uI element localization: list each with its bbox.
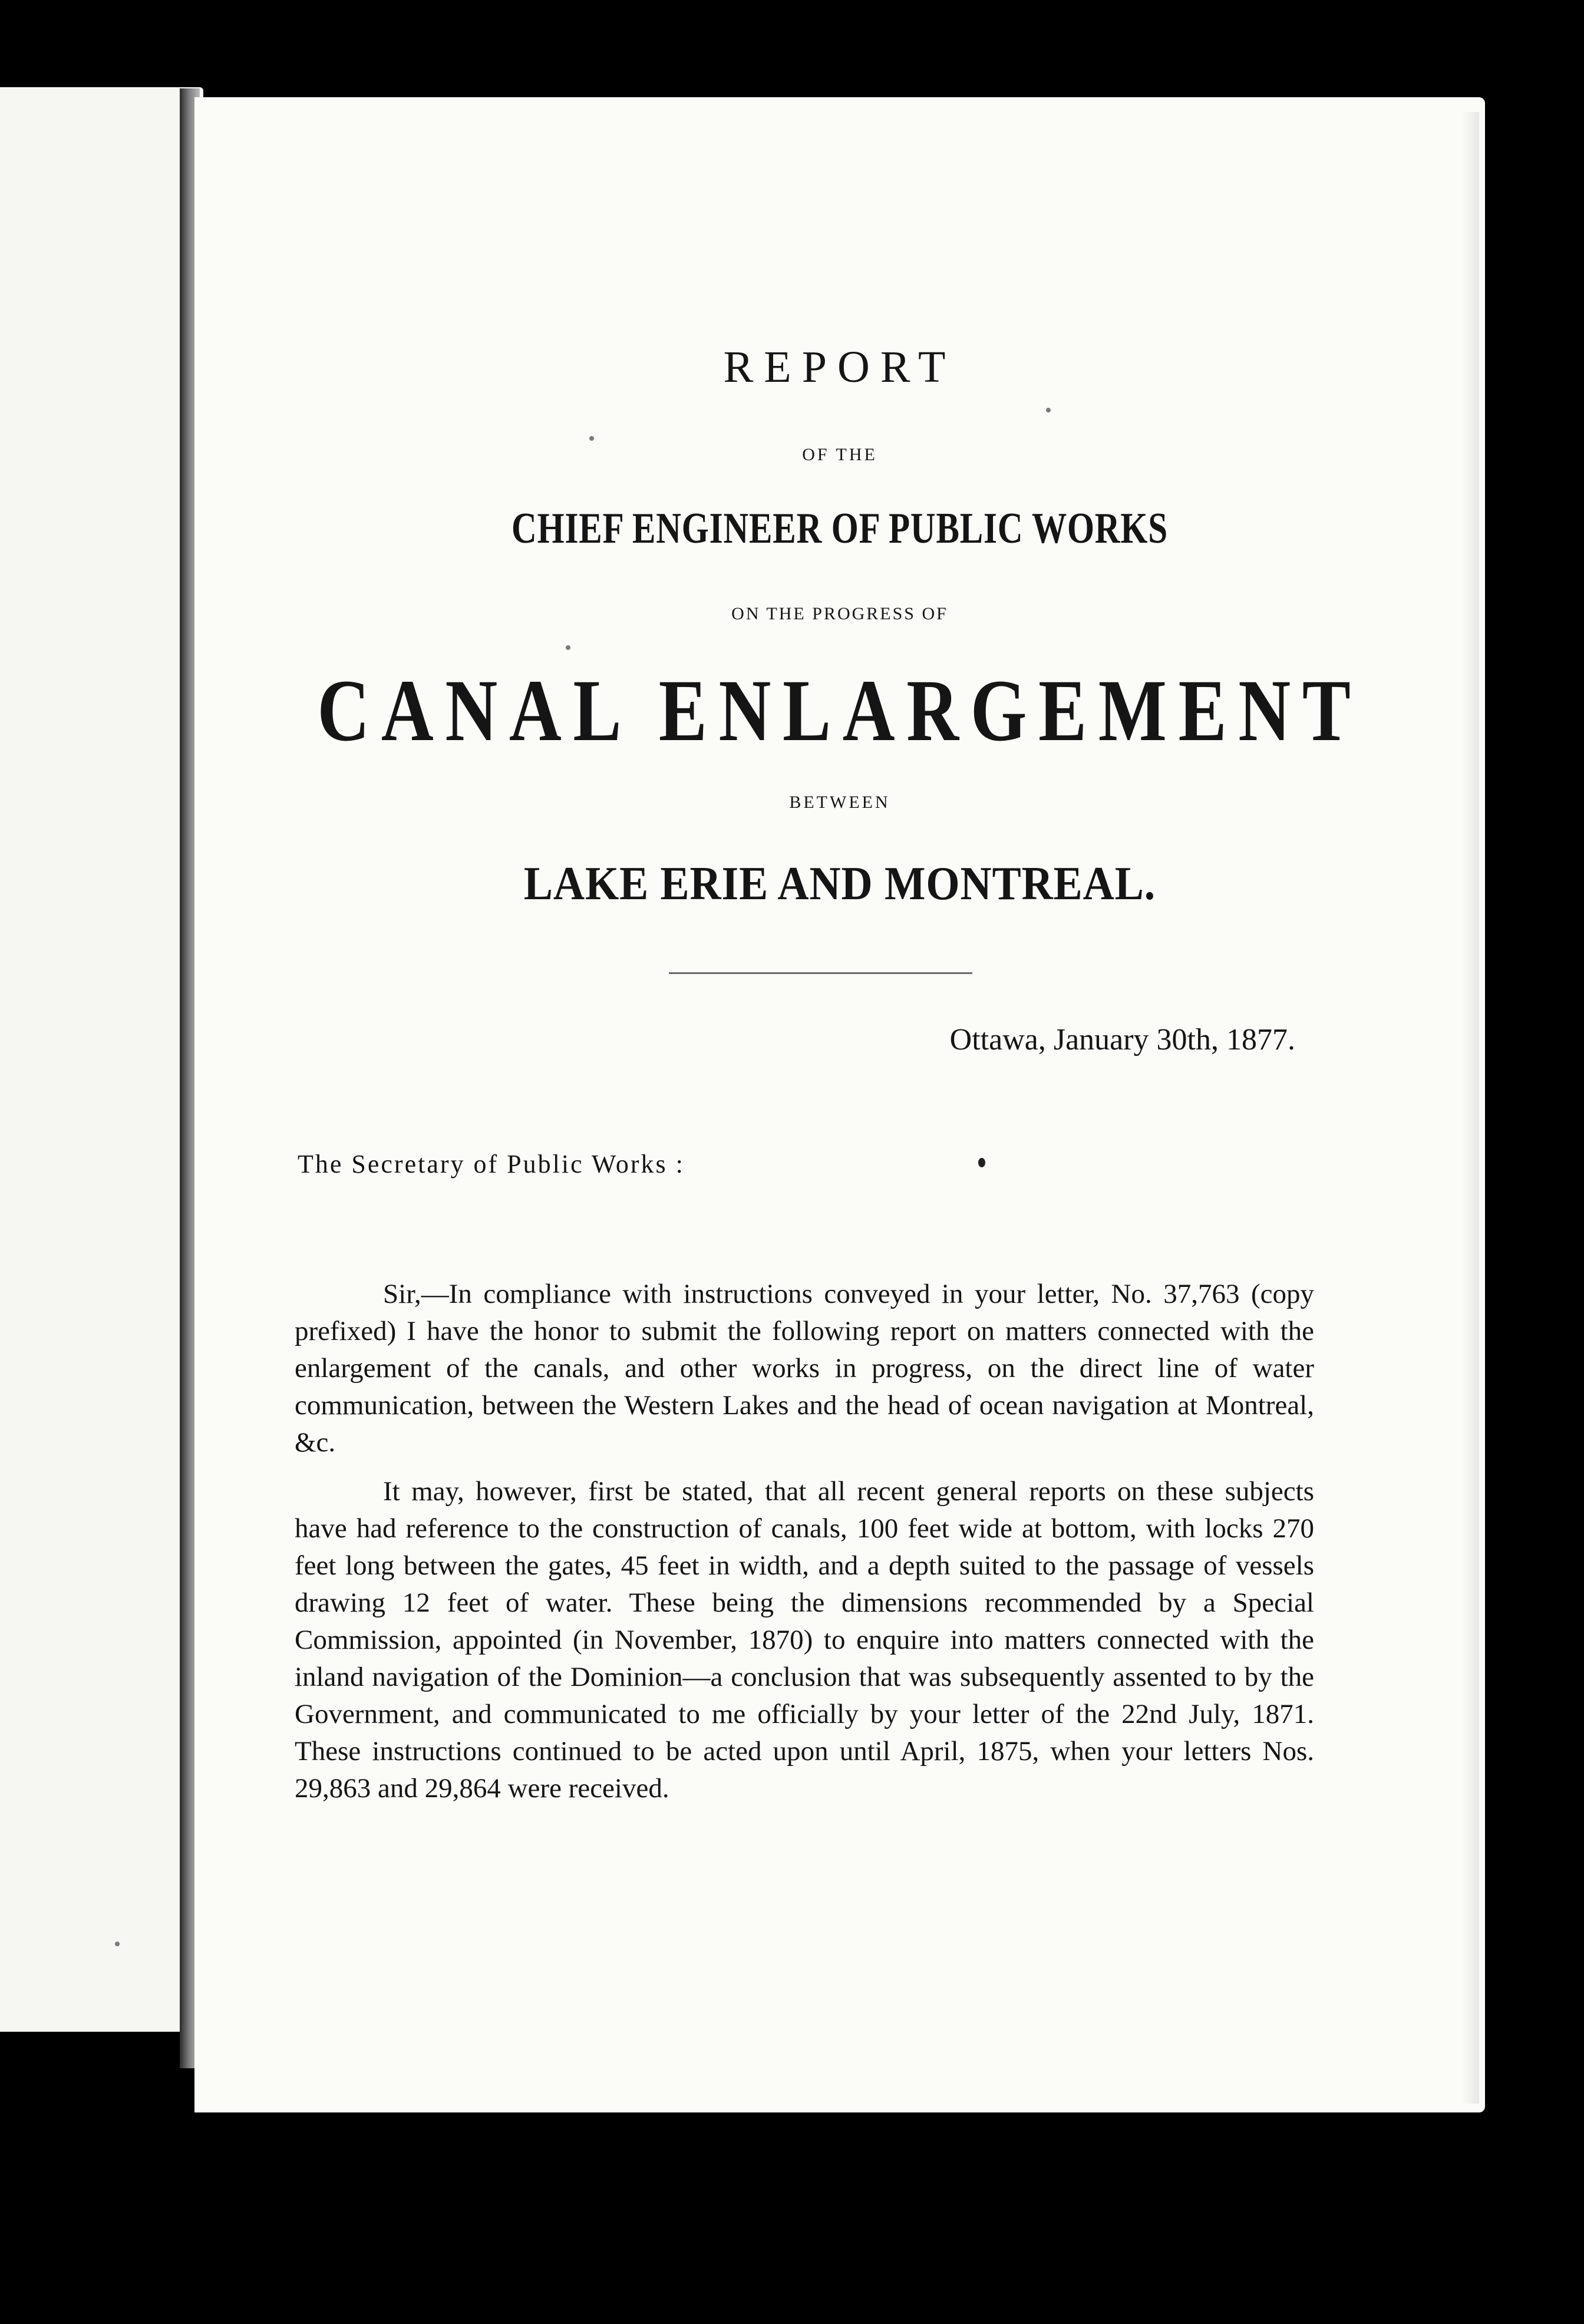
paper-speck [589, 436, 594, 441]
left-facing-page [0, 87, 203, 2032]
title-divider [669, 972, 972, 974]
author-line: CHIEF ENGINEER OF PUBLIC WORKS [512, 504, 1168, 553]
report-heading: REPORT [723, 342, 956, 392]
page-edge-shadow [1461, 112, 1479, 2104]
addressee: The Secretary of Public Works : [298, 1150, 685, 1178]
body-paragraph-2: It may, however, first be stated, that all recent general reports on these subjects have had reference to the construction of canals, 100 feet wide at bottom, with locks 270 feet long between the gates, 45 feet in width, and a depth suited to the passage of vessels drawing 12 feet of water. These being the dimensions recommended by a Special Commission, appointed (in November, 1870) to enquire into matters connected with the inland navigation of the Dominion—a conclusion that was subsequently assented to by the Government, and communicated to me officially by your letter of the 22nd July, 1871. These instructions continued to be acted upon until April, 1875, when your letters Nos. 29,863 and 29,864 were received. [295, 1476, 1314, 1804]
paper-speck [115, 1942, 120, 1946]
paper-speck [566, 645, 570, 650]
body-paragraph-1: Sir,—In compliance with instructions conveyed in your letter, No. 37,763 (copy prefixed) I have the honor to submit the following report on matters connected with the enlargement of the canals, and other works in progress, on the direct line of water communication, between the Western Lakes and the head of ocean navigation at Montreal, &c. [295, 1279, 1314, 1458]
progress-line: ON THE PROGRESS OF [731, 604, 948, 623]
dateline: Ottawa, January 30th, 1877. [949, 1023, 1295, 1057]
paper-speck [1046, 408, 1051, 412]
document-page [194, 97, 1485, 2112]
between-line: BETWEEN [789, 793, 890, 812]
subject-title: CANAL ENLARGEMENT [317, 662, 1362, 760]
of-the-line: OF THE [802, 445, 877, 464]
ink-dot [978, 1158, 985, 1167]
location-line: LAKE ERIE AND MONTREAL. [523, 858, 1156, 910]
